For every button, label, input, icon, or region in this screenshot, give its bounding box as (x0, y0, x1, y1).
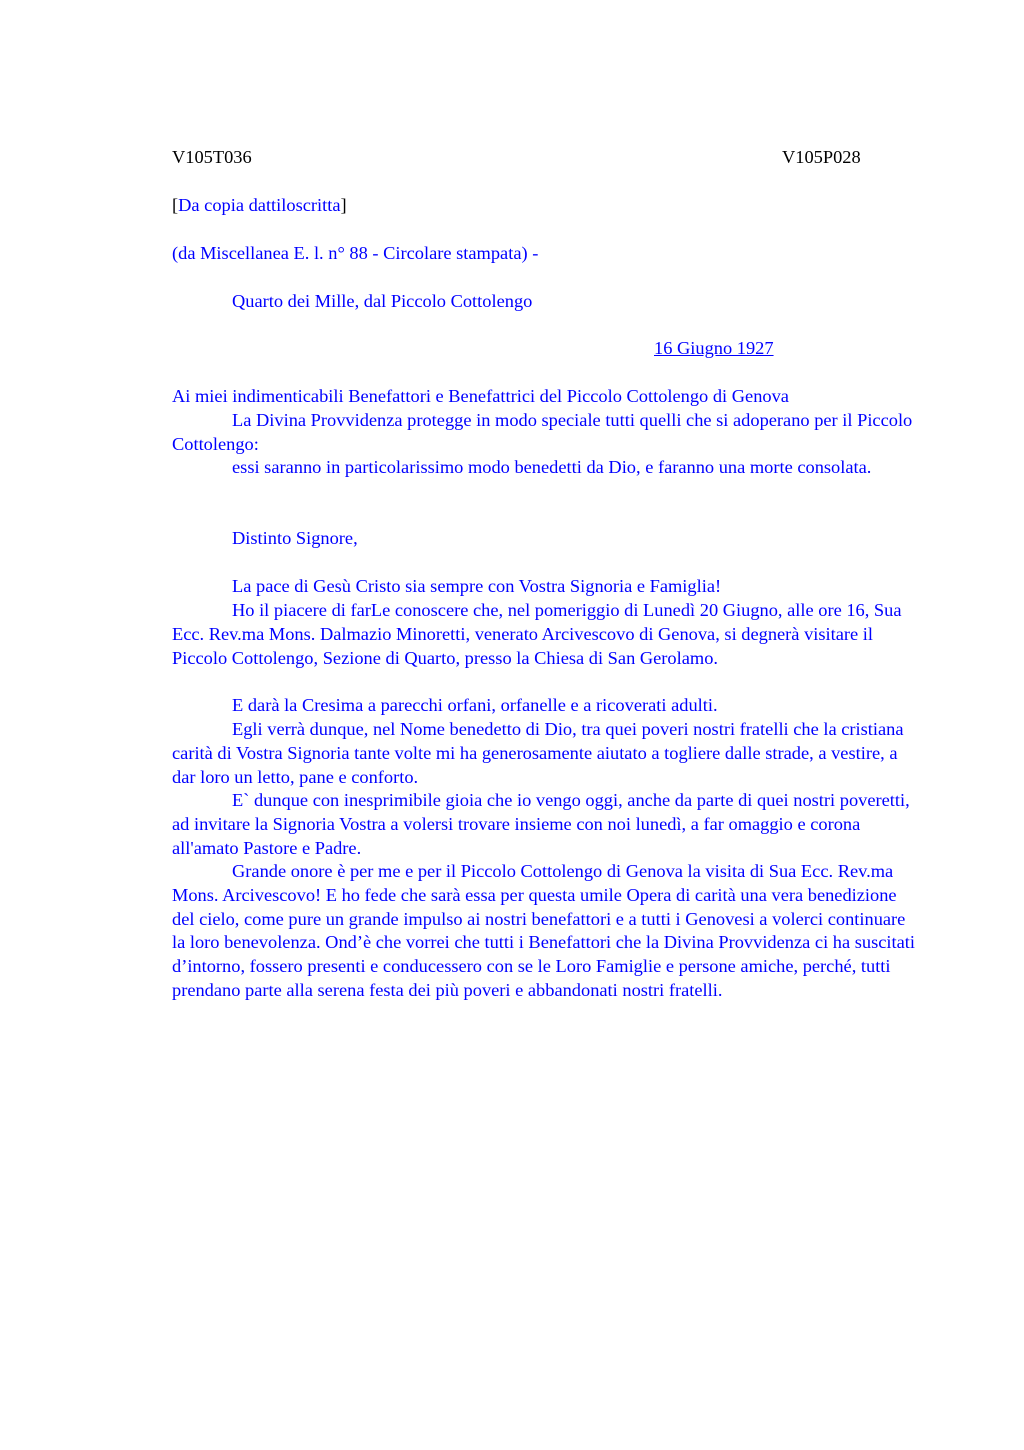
paragraph-1: La pace di Gesù Cristo sia sempre con Vostra Signoria e Famiglia! (232, 576, 722, 596)
document-code-left: V105T036 (172, 147, 252, 167)
source-note (172, 194, 920, 218)
address-line: Ai miei indimenticabili Benefattori e Benefattrici del Piccolo Cottolengo di Genova (172, 386, 789, 406)
letter-date: 16 Giugno 1927 (654, 338, 774, 358)
motto-line-1: La Divina Provvidenza protegge in modo speciale tutti quelli che si adoperano per il Piccolo Cottolengo: (172, 410, 913, 454)
paragraph-6: Grande onore è per me e per il Piccolo Cottolengo di Genova la visita di Sua Ecc. Rev.ma Mons. Arcivescovo! E ho fede che sarà essa per questa umile Opera di carità una vera benedizione del cielo, come pure un grande impulso ai nostri benefattori e a tutti i Genovesi a volerci continuare la loro benevolenza. Ond’è che vorrei che tutti i Benefattori che la Divina Provvidenza ci ha suscitati d’intorno, fossero presenti e conducessero con se le Loro Famiglie e persone amiche, perché, tutti prendano parte alla serena festa dei più poveri e abbandonati nostri fratelli. (172, 861, 916, 1000)
motto-line-2: essi saranno in particolarissimo modo benedetti da Dio, e faranno una morte consolata. (232, 457, 872, 477)
miscellanea-note: (da Miscellanea E. l. n° 88 - Circolare stampata) - (172, 243, 539, 263)
place-line: Quarto dei Mille, dal Piccolo Cottolengo (232, 291, 533, 311)
paragraph-4: Egli verrà dunque, nel Nome benedetto di Dio, tra quei poveri nostri fratelli che la cristiana carità di Vostra Signoria tante volte mi ha generosamente aiutato a togliere dalle strade, a vestire, a dar loro un letto, pane e conforto. (172, 719, 904, 787)
paragraph-3: E darà la Cresima a parecchi orfani, orfanelle e a ricoverati adulti. (232, 695, 718, 715)
greeting: Distinto Signore, (232, 528, 358, 548)
source-bracket-close: ] (340, 195, 347, 215)
document-code-right: V105P028 (782, 147, 861, 167)
paragraph-2: Ho il piacere di farLe conoscere che, nel pomeriggio di Lunedì 20 Giugno, alle ore 16, Sua Ecc. Rev.ma Mons. Dalmazio Minoretti, venerato Arcivescovo di Genova, si degnerà visitare il Piccolo Cottolengo, Sezione di Quarto, presso la Chiesa di San Gerolamo. (172, 600, 902, 668)
paragraph-5: E` dunque con inesprimibile gioia che io vengo oggi, anche da parte di quei nostri poveretti, ad invitare la Signoria Vostra a volersi trovare insieme con noi lunedì, a far omaggio e corona all'amato Pastore e Padre. (172, 790, 910, 858)
source-bracket-open: [ (172, 195, 179, 215)
source-text: Da copia dattiloscritta (178, 195, 341, 215)
